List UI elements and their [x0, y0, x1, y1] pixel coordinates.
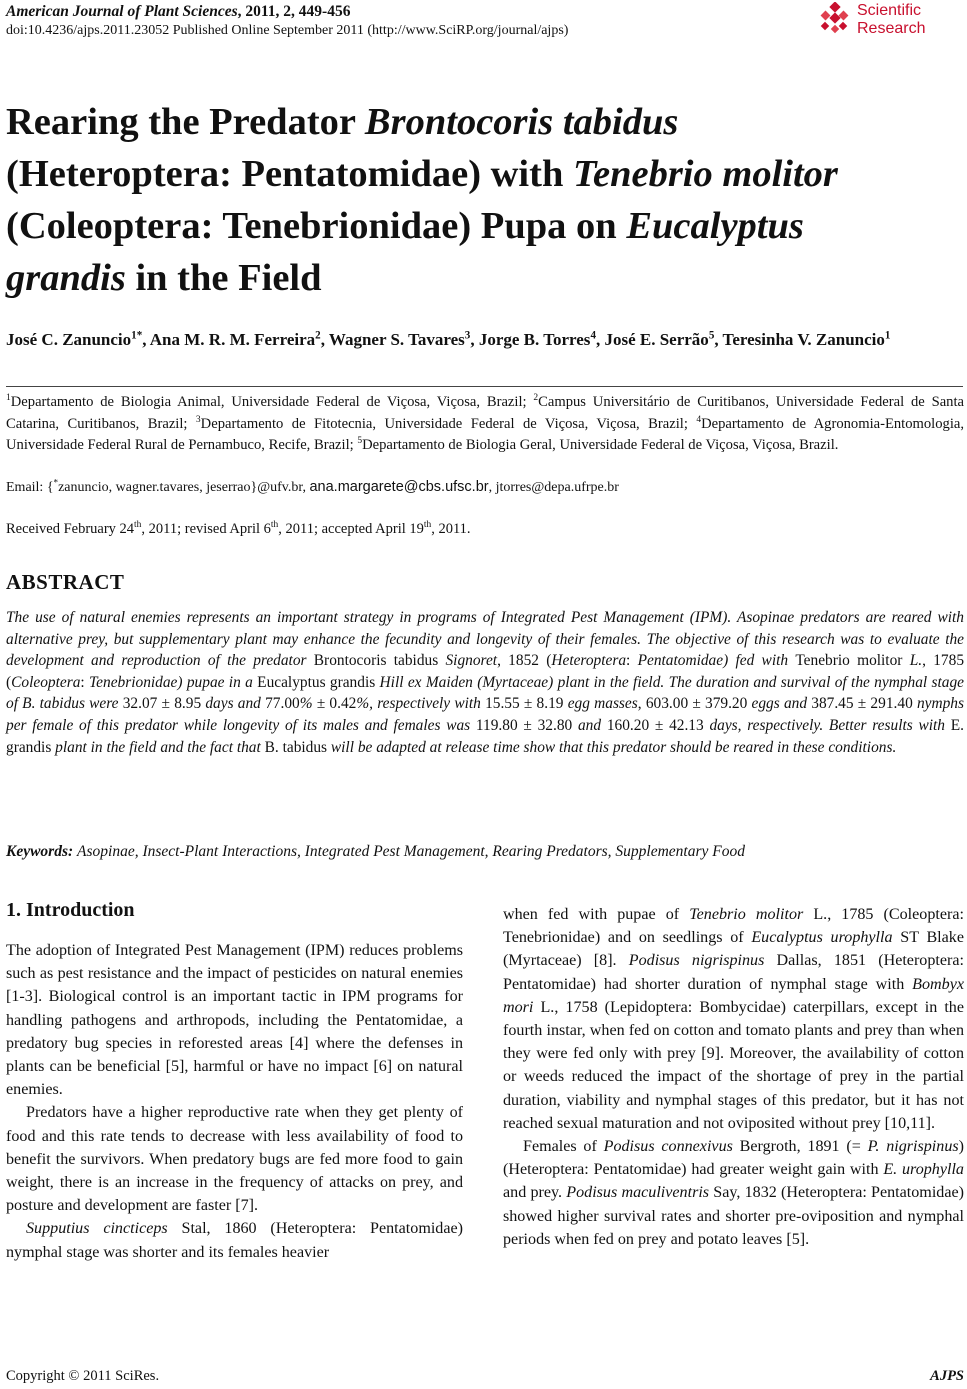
- paragraph: The adoption of Integrated Pest Management (IPM) reduces problems such as pest resistance and the impact of pesticides on natural enemies [1-3]. Biological control is an important tactic in IPM programs for handling pathogens and arthropods, including the Pentatomidae, a predatory bug species in reforested areas [4] where the defenses in plants can be beneficial [5], harmful or have no impact [6] on natural enemies.: [6, 942, 463, 1099]
- journal-name: American Journal of Plant Sciences: [6, 3, 238, 20]
- volume-info: , 2011, 2, 449-456: [237, 3, 351, 20]
- abstract-heading: ABSTRACT: [6, 570, 125, 594]
- title-species: Eucalyptus grandis: [6, 205, 804, 299]
- author-list: [6, 328, 962, 352]
- title-species: Tenebrio molitor: [573, 153, 838, 195]
- journal-header: [6, 3, 350, 21]
- author: José C. Zanuncio$^{1*}$,: [6, 329, 150, 349]
- received-dates: Received February 24th, 2011; revised April 6th, 2011; accepted April 19th, 2011.: [6, 520, 471, 537]
- header-divider: [6, 386, 963, 387]
- author: José E. Serrão$^5$,: [604, 329, 723, 349]
- author: Wagner S. Tavares$^3$,: [328, 329, 479, 349]
- copyright: Copyright © 2011 SciRes.: [6, 1368, 160, 1384]
- paragraph: Predators have a higher reproductive rate when they get plenty of food and this rate tends to decrease with less availability of food to benefit the survivors. When predatory bugs are fed more food to gain weight, there is an increase in the frequency of attacks on prey, and posture and development are faster [7].: [6, 1104, 463, 1215]
- email-link[interactable]: ana.margarete@cbs.ufsc.br: [309, 479, 489, 495]
- doi-line: doi:10.4236/ajps.2011.23052 Published Online September 2011 (http://www.SciRP.org/journal/ajps): [6, 23, 569, 38]
- section-heading: 1. Introduction: [6, 899, 135, 921]
- keywords-list: Asopinae, Insect-Plant Interactions, Integrated Pest Management, Rearing Predators, Supplementary Food: [77, 843, 745, 860]
- logo-line-2: Research: [857, 20, 926, 37]
- column-left: [6, 939, 463, 1264]
- author: Teresinha V. Zanuncio$^1$: [722, 329, 891, 349]
- title-part: Rearing the Predator: [6, 101, 365, 143]
- title-part: in the Field: [125, 257, 322, 299]
- keywords-label: Keywords: [6, 843, 68, 860]
- logo-line-1: Scientific: [857, 2, 922, 19]
- journal-abbreviation: AJPS: [930, 1368, 964, 1384]
- keywords: Keywords: Asopinae, Insect-Plant Interactions, Integrated Pest Management, Rearing Predators, Supplementary Food: [6, 843, 745, 860]
- paragraph: when fed with pupae of Tenebrio molitor L., 1785 (Coleoptera: Tenebrionidae) and on seedlings of Eucalyptus urophylla ST Blake (Myrtaceae) [8]. Podisus nigrispinus Dallas, 1851 (Heteroptera: Pentatomidae) had shorter duration of nymphal stage with Bombyx mori L., 1758 (Lepidoptera: Bombycidae) caterpillars, except in the fourth instar, when fed on cotton and tomato plants and prey than when they were fed only with prey [9]. Moreover, the availability of cotton or weeds reduced the impact of the shortage of prey in the partial duration, viability and nymphal stages of this predator, but it has not reached sexual maturation and not oviposited without prey [10,11].: [503, 906, 964, 1132]
- abstract-body: The use of natural enemies represents an important strategy in programs of Integrated Pest Management (IPM). Asopinae predators are reared with alternative prey, but supplementary plant may enhance the fecundity and longevity of their females. The objective of this research was to evaluate the development and reproduction of the predator Brontocoris tabidus Signoret, 1852 (Heteroptera: Pentatomidae) fed with Tenebrio molitor L., 1785 (Coleoptera: Tenebrionidae) pupae in a Eucalyptus grandis Hill ex Maiden (Myrtaceae) plant in the field. The duration and survival of the nymphal stage of B. tabidus were 32.07 ± 8.95 days and 77.00% ± 0.42%, respectively with 15.55 ± 8.19 egg masses, 603.00 ± 379.20 eggs and 387.45 ± 291.40 nymphs per female of this predator while longevity of its males and females was 119.80 ± 32.80 and 160.20 ± 42.13 days, respectively. Better results with E. grandis plant in the field and the fact that B. tabidus will be adapted at release time show that this predator should be reared in these conditions.: [6, 609, 965, 756]
- author: Jorge B. Torres$^4$,: [478, 329, 605, 349]
- logo-mark-icon: [819, 2, 853, 36]
- column-right: [503, 903, 964, 1251]
- paper-title: [6, 96, 906, 304]
- logo-text: [857, 2, 925, 38]
- paragraph: Females of Podisus connexivus Bergroth, 1891 (= P. nigrispinus) (Heteroptera: Pentatomidae) had greater weight gain with E. urophylla and prey. Podisus maculiventris Say, 1832 (Heteroptera: Pentatomidae) showed higher survival rates and shorter pre-oviposition and nymphal periods when fed on prey and potato leaves [5].: [503, 1138, 964, 1248]
- paragraph: Supputius cincticeps Stal, 1860 (Heteroptera: Pentatomidae) nymphal stage was shorter and its females heavier: [6, 1220, 463, 1261]
- title-part: (Coleoptera: Tenebrionidae) Pupa on: [6, 205, 627, 247]
- publisher-logo: [819, 2, 955, 42]
- title-part: (Heteroptera: Pentatomidae) with: [6, 153, 573, 195]
- affiliations: $^1$Departamento de Biologia Animal, Universidade Federal de Viçosa, Viçosa, Brazil; $^2$Campus Universitário de Curitibanos, Universidade Federal de Santa Catarina, Curitibanos, Brazil; $^3$Departamento de Fitotecnia, Universidade Federal de Viçosa, Viçosa, Brazil; $^4$Departamento de Agronomia-Entomologia, Universidade Federal Rural de Pernambuco, Recife, Brazil; $^5$Departamento de Biologia Geral, Universidade Federal de Viçosa, Viçosa, Brazil.: [6, 393, 965, 453]
- author: Ana M. R. M. Ferreira$^2$,: [149, 329, 329, 349]
- email-line: Email: {*zanuncio, wagner.tavares, jeserrao}@ufv.br, ana.margarete@cbs.ufsc.br, jtorres@depa.ufrpe.br: [6, 477, 619, 495]
- title-species: Brontocoris tabidus: [364, 101, 679, 143]
